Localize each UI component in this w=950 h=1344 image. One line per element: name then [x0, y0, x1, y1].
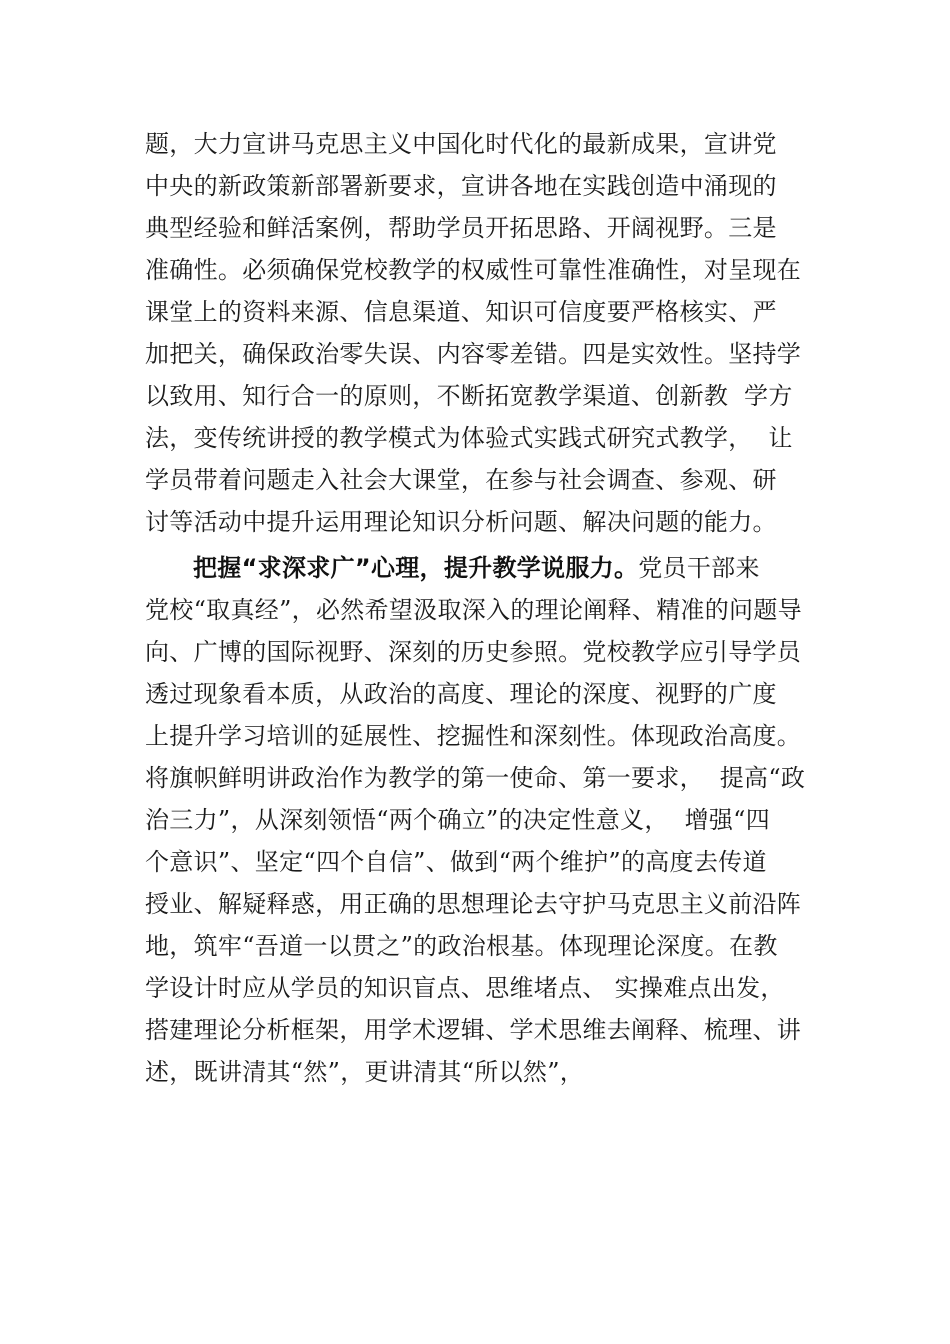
text-line: 加把关，确保政治零失误、内容零差错。四是实效性。坚持学: [145, 340, 802, 368]
text-line: 学员带着问题走入社会大课堂，在参与社会调查、参观、研: [145, 466, 777, 494]
paragraph-1: [145, 123, 845, 543]
text-line: 典型经验和鲜活案例，帮助学员开拓思路、开阔视野。三是: [145, 214, 777, 242]
text-line: 将旗帜鲜明讲政治作为教学的第一使命、第一要求， 提高“政: [145, 764, 806, 792]
text-line: 学设计时应从学员的知识盲点、思维堵点、 实操难点出发，: [145, 974, 785, 1002]
text-line: 准确性。必须确保党校教学的权威性可靠性准确性，对呈现在: [145, 256, 802, 284]
text-line: 党校“取真经”，必然希望汲取深入的理论阐释、精准的问题导: [145, 596, 802, 624]
text-line: 个意识”、坚定“四个自信”、做到“两个维护”的高度去传道: [145, 848, 767, 876]
text-line: 向、广博的国际视野、深刻的历史参照。党校教学应引导学员: [145, 638, 802, 666]
text-line: 地，筑牢“吾道一以贯之”的政治根基。体现理论深度。在教: [145, 932, 778, 960]
text-line: 题，大力宣讲马克思主义中国化时代化的最新成果，宣讲党: [145, 130, 777, 158]
text-line: 法，变传统讲授的教学模式为体验式实践式研究式教学， 让: [145, 424, 793, 452]
text-line: 讨等活动中提升运用理论知识分析问题、解决问题的能力。: [145, 508, 777, 536]
text-line: 述，既讲清其“然”，更讲清其“所以然”，: [145, 1058, 585, 1086]
heading-trailing-text: 党员干部来: [638, 554, 760, 582]
text-line: 以致用、知行合一的原则，不断拓宽教学渠道、创新教 学方: [145, 382, 793, 410]
text-line: 搭建理论分析框架，用学术逻辑、学术思维去阐释、梳理、讲: [145, 1016, 802, 1044]
text-line: 治三力”，从深刻领悟“两个确立”的决定性意义， 增强“四: [145, 806, 771, 834]
text-line: 课堂上的资料来源、信息渠道、知识可信度要严格核实、严: [145, 298, 777, 326]
text-line: 中央的新政策新部署新要求，宣讲各地在实践创造中涌现的: [145, 172, 777, 200]
text-line: 上提升学习培训的延展性、挖掘性和深刻性。体现政治高度。: [145, 722, 802, 750]
text-line: 透过现象看本质，从政治的高度、理论的深度、视野的广度: [145, 680, 777, 708]
section-heading: 把握“求深求广”心理，提升教学说服力。: [193, 554, 639, 582]
paragraph-2-first-line: [145, 547, 845, 589]
text-line: 授业、解疑释惑，用正确的思想理论去守护马克思主义前沿阵: [145, 890, 802, 918]
body-text: [145, 123, 845, 1093]
paragraph-2: [145, 547, 845, 1093]
